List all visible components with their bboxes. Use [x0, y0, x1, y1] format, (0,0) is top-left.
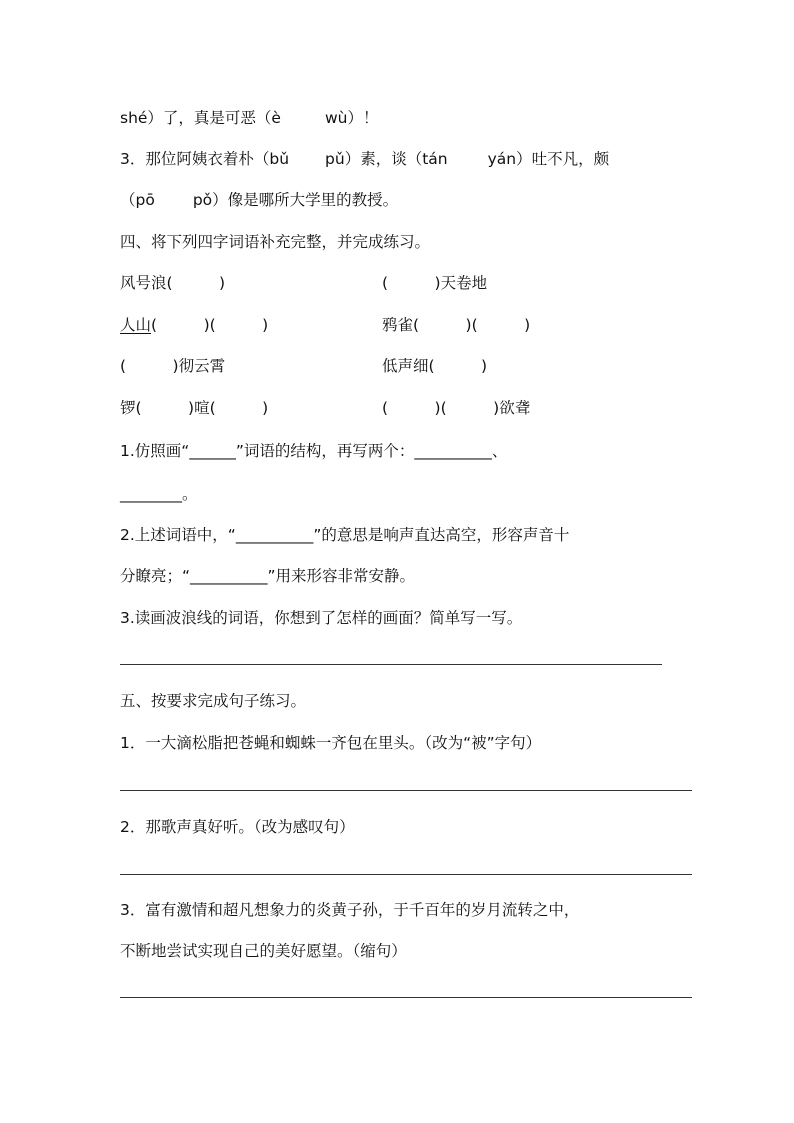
word-item-7: 锣( )喧( ) [120, 399, 269, 417]
question-5-3-line-1: 3．富有激情和超凡想象力的炎黄子孙，于千百年的岁月流转之中， [120, 901, 580, 919]
question-4-1-line-2: ________。 [120, 485, 198, 503]
word-item-3 [120, 314, 268, 336]
word-item-4: 鸦雀( )( ) [382, 316, 531, 334]
question-5-1: 1．一大滴松脂把苍蝇和蜘蛛一齐包在里头。（改为“被”字句） [120, 734, 542, 752]
pinyin-line-3-part-b: pǒ）像是哪所大学里的教授。 [192, 191, 399, 209]
pinyin-line-1-part-a: shé）了，真是可恶（è [120, 109, 281, 127]
word-item-3-blanks: ( )( ) [151, 316, 269, 334]
question-4-1-line-1: 1.仿照画“______”词语的结构，再写两个：__________、 [120, 442, 508, 460]
pinyin-line-3-part-a: （pō [120, 191, 155, 209]
word-item-6: 低声细( ) [382, 357, 488, 375]
word-item-3-underlined: 人山 [120, 316, 152, 334]
question-4-2-line-2: 分瞭亮；“__________”用来形容非常安静。 [120, 567, 416, 585]
pinyin-question-3 [120, 148, 609, 170]
word-item-5: ( )彻云霄 [120, 357, 226, 375]
question-5-2: 2．那歌声真好听。（改为感叹句） [120, 818, 355, 836]
section-4-heading: 四、将下列四字词语补充完整，并完成练习。 [120, 233, 431, 251]
section-5-heading: 五、按要求完成句子练习。 [120, 692, 307, 710]
answer-line-5-3[interactable] [120, 997, 692, 998]
question-4-2-line-1: 2.上述词语中，“__________”的意思是响声直达高空，形容声音十 [120, 526, 570, 544]
answer-line-5-2[interactable] [120, 874, 692, 875]
answer-line-4-3[interactable] [120, 664, 662, 665]
word-item-2: ( )天卷地 [382, 274, 488, 292]
pinyin-question-3-part-c: yán）吐不凡，颇 [487, 150, 610, 168]
question-5-3-line-2: 不断地尝试实现自己的美好愿望。（缩句） [120, 942, 407, 960]
word-item-8: ( )( )欲聋 [382, 399, 531, 417]
pinyin-question-3-part-b: pǔ）素，谈（tán [325, 150, 448, 168]
pinyin-line-1 [120, 107, 379, 129]
word-item-1: 风号浪( ) [120, 274, 226, 292]
pinyin-line-3 [120, 189, 398, 211]
pinyin-question-3-part-a: 3．那位阿姨衣着朴（bǔ [120, 150, 290, 168]
question-4-3: 3.读画波浪线的词语，你想到了怎样的画面？简单写一写。 [120, 609, 523, 627]
pinyin-line-1-part-b: wù）！ [324, 109, 379, 127]
answer-line-5-1[interactable] [120, 790, 692, 791]
